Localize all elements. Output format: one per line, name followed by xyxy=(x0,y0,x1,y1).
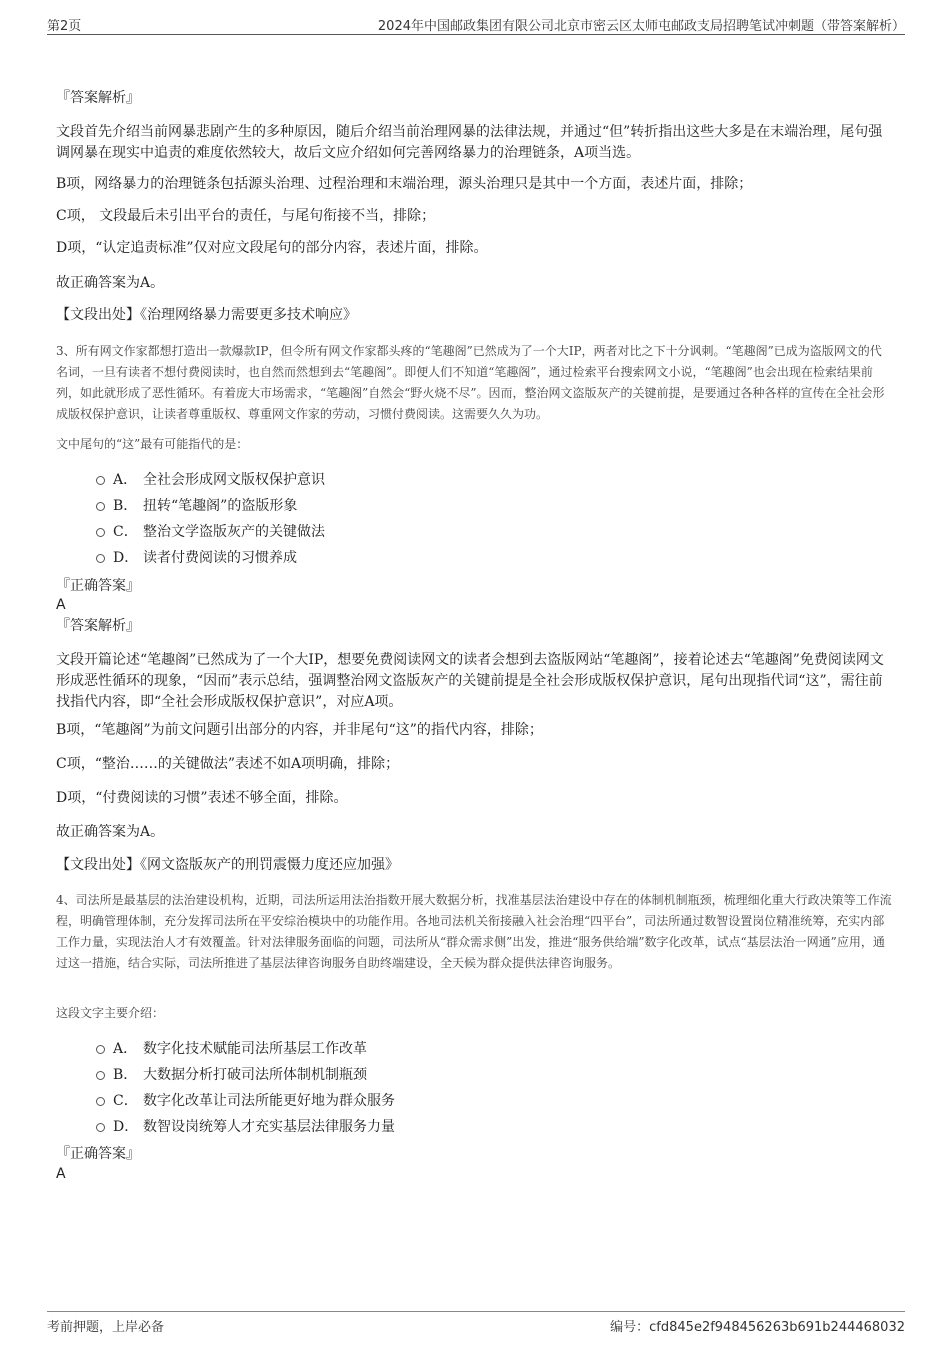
q3-conclusion: 故正确答案为A。 xyxy=(56,824,165,840)
q3-question: 文中尾句的“这”最有可能指代的是： xyxy=(56,437,249,451)
radio-icon[interactable] xyxy=(96,1071,105,1080)
q2-analysis-option-b: B项，网络暴力的治理链条包括源头治理、过程治理和末端治理，源头治理只是其中一个方面，表述片面，排除； xyxy=(56,176,753,192)
q3-answer: A xyxy=(56,597,66,613)
radio-icon[interactable] xyxy=(96,1123,105,1132)
q3-analysis-option-b: B项，“笔趣阁”为前文问题引出部分的内容，并非尾句“这”的指代内容，排除； xyxy=(56,722,543,738)
q3-analysis-option-c: C项，“整治……的关键做法”表述不如A项明确，排除； xyxy=(56,756,400,772)
q4-question: 这段文字主要介绍： xyxy=(56,1006,165,1020)
q3-option-d[interactable]: D． 读者付费阅读的习惯养成 xyxy=(96,548,297,568)
page-header xyxy=(47,14,905,35)
q3-analysis-option-d: D项，“付费阅读的习惯”表述不够全面，排除。 xyxy=(56,790,348,806)
radio-icon[interactable] xyxy=(96,1097,105,1106)
q4-answer: A xyxy=(56,1166,66,1182)
q4-passage: 4、司法所是最基层的法治建设机构，近期，司法所运用法治指数开展大数据分析，找准基层法治建设中存在的体制机制瓶颈，梳理细化重大行政决策等工作流程，明确管理体制，充分发挥司法所在平安综治模块中的功能作用。各地司法机关衔接融入社会治理“四平台”，司法所通过数智设置岗位精准统筹，充实内部工作力量，实现法治人才有效覆盖。针对法律服务面临的问题，司法所从“群众需求侧”出发，推进“服务供给端”数字化改革，试点“基层法治一网通”应用，通过这一措施，结合实际，司法所推进了基层法律咨询服务自助终端建设，全天候为群众提供法律咨询服务。 xyxy=(56,893,892,970)
q2-analysis-option-c: C项， 文段最后未引出平台的责任，与尾句衔接不当，排除； xyxy=(56,208,436,224)
page-number: 第2页 xyxy=(47,19,82,34)
q3-analysis-label: 『答案解析』 xyxy=(56,618,140,634)
q4-answer-label: 『正确答案』 xyxy=(56,1146,140,1162)
q4-option-c[interactable]: C． 数字化改革让司法所能更好地为群众服务 xyxy=(96,1091,395,1111)
q2-analysis-label: 『答案解析』 xyxy=(56,90,140,106)
radio-icon[interactable] xyxy=(96,1045,105,1054)
q2-conclusion: 故正确答案为A。 xyxy=(56,275,165,291)
q3-analysis-paragraph: 文段开篇论述“笔趣阁”已然成为了一个大IP，想要免费阅读网文的读者会想到去盗版网站“笔趣阁”，接着论述去“笔趣阁”免费阅读网文形成恶性循环的现象，“因而”表示总结，强调整治网文盗版灰产的关键前提是全社会形成版权保护意识，尾句出现指代词“这”，需往前找指代内容，即“全社会形成版权保护意识”，对应A项。 xyxy=(56,652,884,710)
page-footer xyxy=(47,1311,905,1336)
radio-icon[interactable] xyxy=(96,528,105,537)
footer-slogan: 考前押题，上岸必备 xyxy=(47,1320,165,1335)
radio-icon[interactable] xyxy=(96,476,105,485)
q3-passage: 3、所有网文作家都想打造出一款爆款IP，但令所有网文作家都头疼的“笔趣阁”已然成为了一个大IP，两者对比之下十分讽刺。“笔趣阁”已成为盗版网文的代名词，一旦有读者不想付费阅读时，也自然而然想到去“笔趣阁”。即便人们不知道“笔趣阁”，通过检索平台搜索网文小说，“笔趣阁”也会出现在检索结果前列，如此就形成了恶性循环。有着庞大市场需求，“笔趣阁”自然会“野火烧不尽”。因而，整治网文盗版灰产的关键前提，是要通过各种各样的宣传在全社会形成版权保护意识，让读者尊重版权、尊重网文作家的劳动，习惯付费阅读。这需要久久为功。 xyxy=(56,344,885,421)
q3-option-a[interactable]: A． 全社会形成网文版权保护意识 xyxy=(96,470,325,490)
q2-analysis-option-d: D项，“认定追责标准”仅对应文段尾句的部分内容，表述片面，排除。 xyxy=(56,240,488,256)
document-title: 2024年中国邮政集团有限公司北京市密云区太师屯邮政支局招聘笔试冲刺题（带答案解析） xyxy=(377,19,905,34)
q3-answer-label: 『正确答案』 xyxy=(56,578,140,594)
q3-source: 【文段出处】《网文盗版灰产的刑罚震慑力度还应加强》 xyxy=(56,857,399,873)
q2-analysis-paragraph: 文段首先介绍当前网暴悲剧产生的多种原因，随后介绍当前治理网暴的法律法规，并通过“但”转折指出这些大多是在末端治理，尾句强调网暴在现实中追责的难度依然较大，故后文应介绍如何完善网络暴力的治理链条，A项当选。 xyxy=(56,124,883,161)
q2-source: 【文段出处】《治理网络暴力需要更多技术响应》 xyxy=(56,307,357,323)
radio-icon[interactable] xyxy=(96,554,105,563)
q4-option-b[interactable]: B． 大数据分析打破司法所体制机制瓶颈 xyxy=(96,1065,367,1085)
q4-option-d[interactable]: D． 数智设岗统筹人才充实基层法律服务力量 xyxy=(96,1117,395,1137)
footer-code: 编号：cfd845e2f948456263b691b244468032 xyxy=(610,1320,905,1335)
q4-option-a[interactable]: A． 数字化技术赋能司法所基层工作改革 xyxy=(96,1039,367,1059)
radio-icon[interactable] xyxy=(96,502,105,511)
q3-option-c[interactable]: C． 整治文学盗版灰产的关键做法 xyxy=(96,522,325,542)
q3-option-b[interactable]: B． 扭转“笔趣阁”的盗版形象 xyxy=(96,496,297,516)
